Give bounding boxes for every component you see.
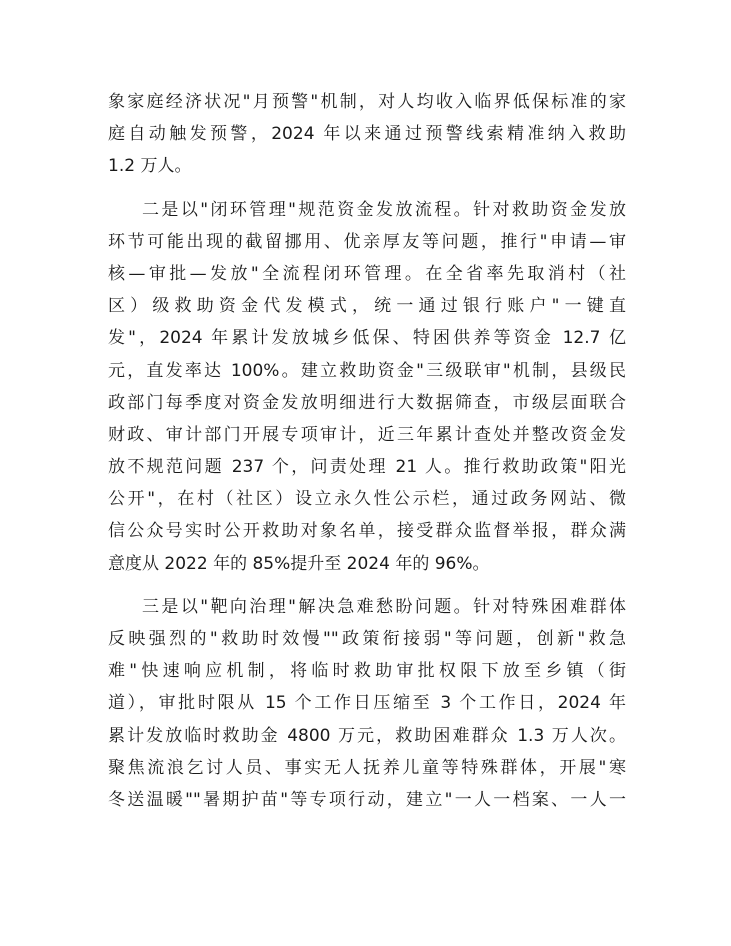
text-line: 环节可能出现的截留挪用、优亲厚友等问题，推行"申请—审 xyxy=(108,231,626,252)
text-line: 难"快速响应机制，将临时救助审批权限下放至乡镇（街 xyxy=(108,661,626,682)
text-line: 核—审批—发放"全流程闭环管理。在全省率先取消村（社 xyxy=(108,263,626,284)
paragraph xyxy=(108,194,626,580)
text-line: 庭自动触发预警，2024 年以来通过预警线索精准纳入救助 xyxy=(108,124,626,145)
text-line: 反映强烈的"救助时效慢""政策衔接弱"等问题，创新"救急 xyxy=(108,629,626,649)
text-line: 累计发放临时救助金 4800 万元，救助困难群众 1.3 万人次。 xyxy=(108,725,626,746)
text-line: 发"，2024 年累计发放城乡低保、特困供养等资金 12.7 亿 xyxy=(108,328,626,349)
text-line: 意度从 2022 年的 85%提升至 2024 年的 96%。 xyxy=(108,553,490,574)
text-line: 道），审批时限从 15 个工作日压缩至 3 个工作日，2024 年 xyxy=(108,693,626,714)
text-line: 区）级救助资金代发模式，统一通过银行账户"一键直 xyxy=(108,296,626,317)
text-line: 聚焦流浪乞讨人员、事实无人抚养儿童等特殊群体，开展"寒 xyxy=(108,757,626,778)
paragraph xyxy=(108,591,626,816)
text-line: 二是以"闭环管理"规范资金发放流程。针对救助资金发放 xyxy=(142,199,626,220)
text-line: 政部门每季度对资金发放明细进行大数据筛查，市级层面联合 xyxy=(108,392,626,413)
document-page xyxy=(108,86,626,816)
text-line: 信公众号实时公开救助对象名单，接受群众监督举报，群众满 xyxy=(108,521,626,542)
text-line: 财政、审计部门开展专项审计，近三年累计查处并整改资金发 xyxy=(108,424,626,445)
text-line: 三是以"靶向治理"解决急难愁盼问题。针对特殊困难群体 xyxy=(142,596,626,617)
text-line: 元，直发率达 100%。建立救助资金"三级联审"机制，县级民 xyxy=(108,360,626,381)
text-line: 象家庭经济状况"月预警"机制，对人均收入临界低保标准的家 xyxy=(108,92,626,112)
text-line: 公开"，在村（社区）设立永久性公示栏，通过政务网站、微 xyxy=(108,489,626,510)
paragraph xyxy=(108,86,626,183)
text-line: 1.2 万人。 xyxy=(108,156,192,177)
text-line: 冬送温暖""暑期护苗"等专项行动，建立"一人一档案、一人一 xyxy=(108,789,626,810)
text-line: 放不规范问题 237 个，问责处理 21 人。推行救助政策"阳光 xyxy=(108,457,626,478)
